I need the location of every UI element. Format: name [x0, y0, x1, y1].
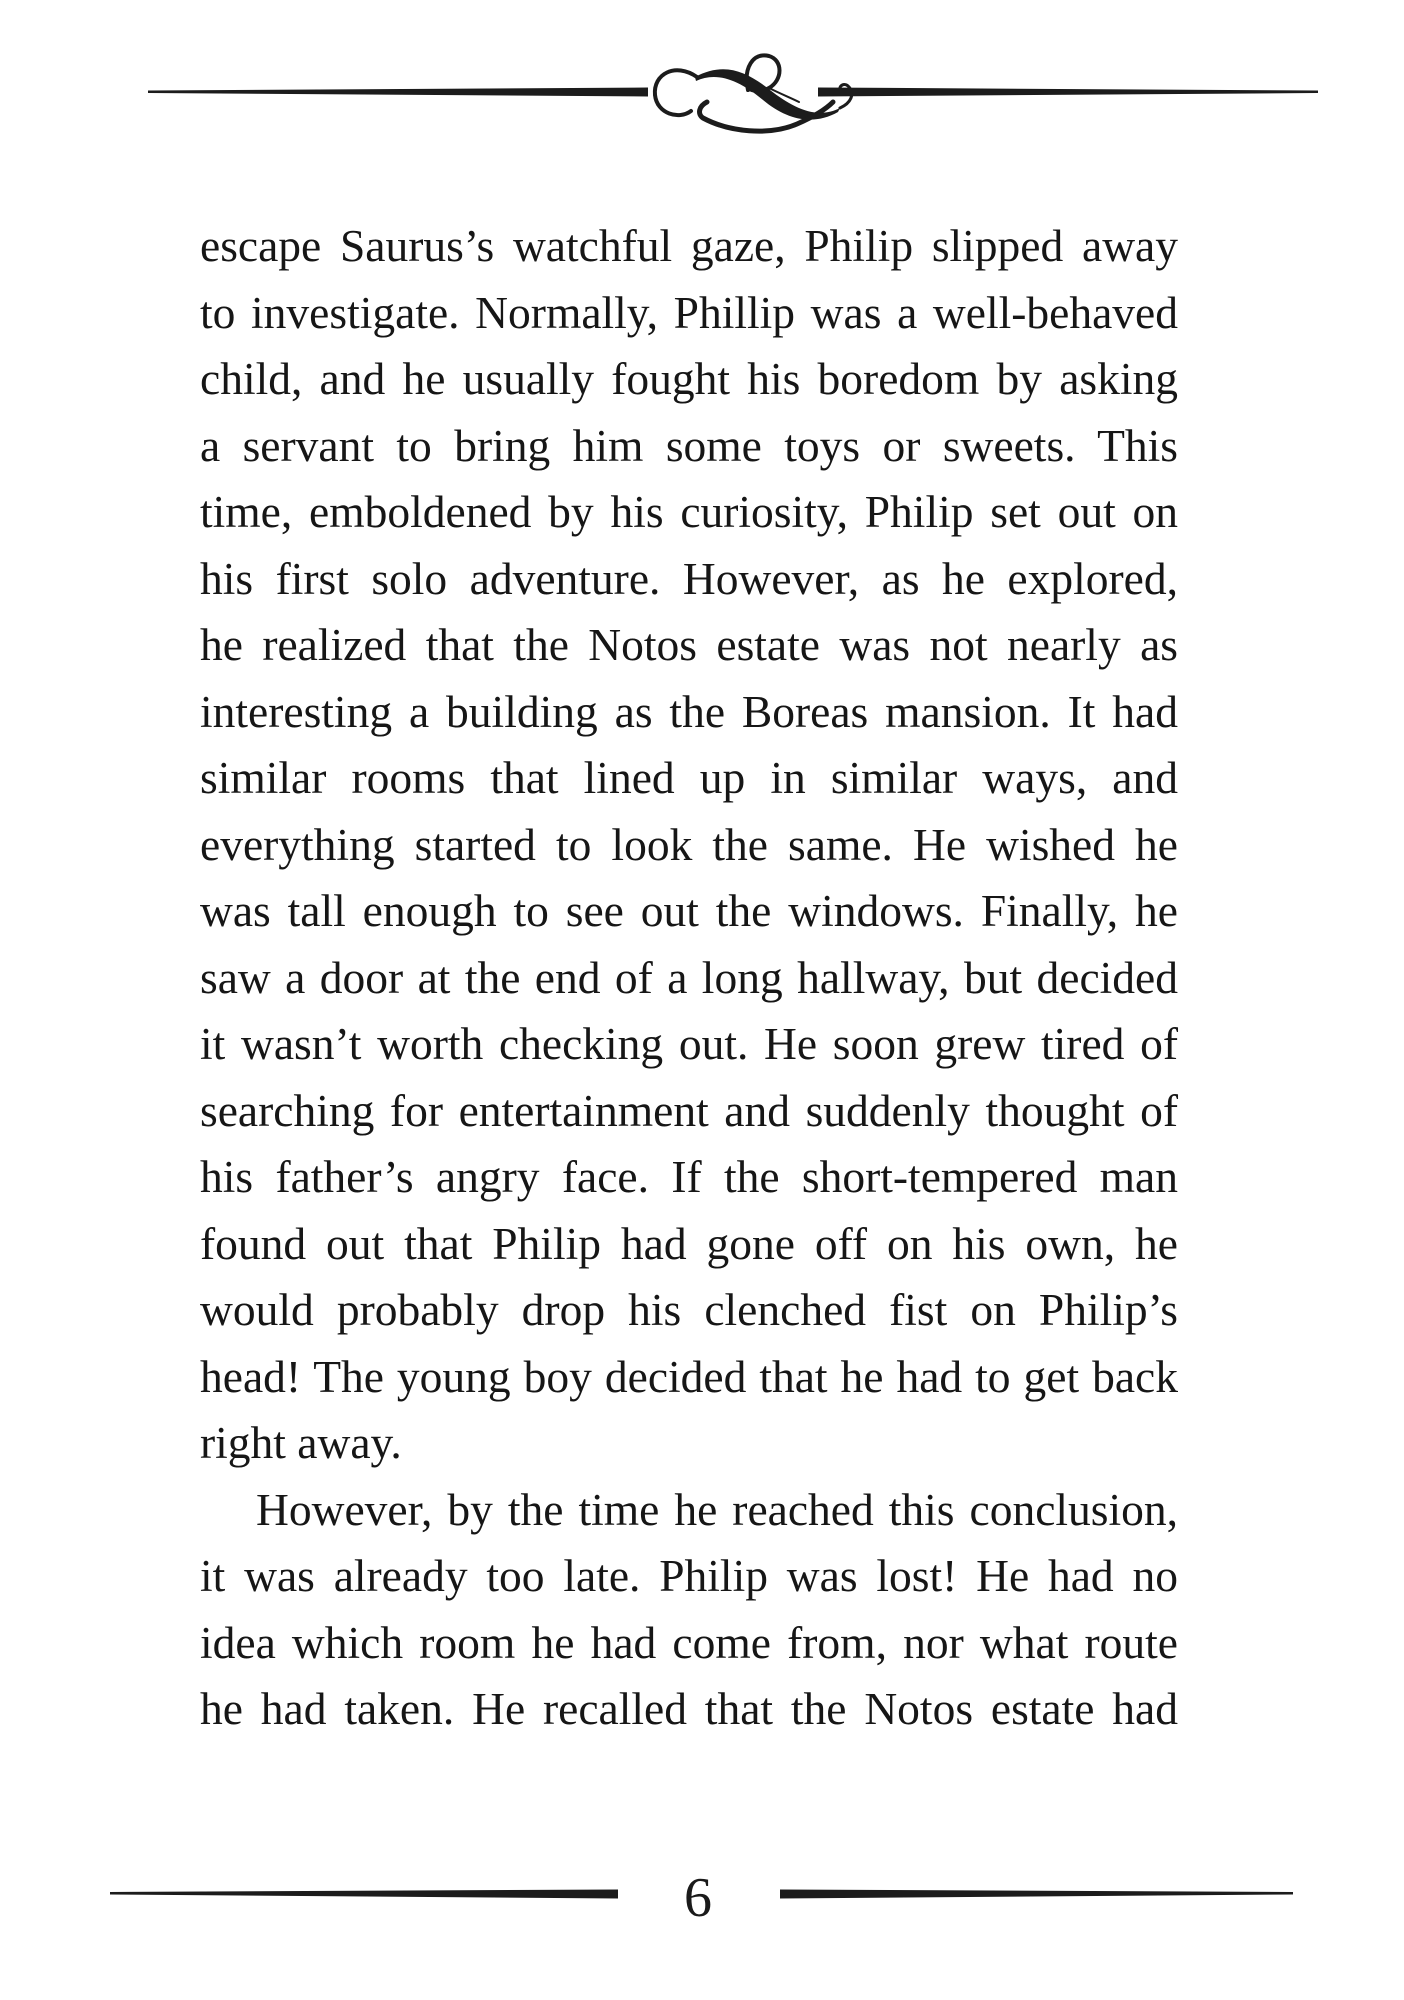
- divider-rule-left: [148, 88, 648, 97]
- text-line: time, emboldened by his curiosity, Philip set out on: [200, 486, 1178, 537]
- page-number: 6: [684, 1867, 712, 1929]
- text-line: idea which room he had come from, nor what route: [200, 1616, 1178, 1668]
- text-line: would probably drop his clenched fist on Philip’s: [200, 1284, 1178, 1335]
- text-line: was tall enough to see out the windows. Finally, he: [200, 885, 1178, 936]
- text-line: escape Saurus’s watchful gaze, Philip slipped away: [200, 220, 1178, 271]
- text-line: his first solo adventure. However, as he explored,: [200, 552, 1178, 604]
- text-line: he realized that the Notos estate was not nearly as: [200, 619, 1178, 670]
- text-line: right away.: [200, 1417, 402, 1468]
- footer-rule-left: [110, 1890, 618, 1899]
- page-text: [200, 213, 1178, 1743]
- text-line: he had taken. He recalled that the Notos estate had: [200, 1683, 1178, 1734]
- text-line: similar rooms that lined up in similar ways, and: [200, 752, 1178, 803]
- text-line: head! The young boy decided that he had to get back: [200, 1350, 1178, 1402]
- text-line: it was already too late. Philip was lost! He had no: [200, 1550, 1178, 1601]
- text-line: interesting a building as the Boreas mansion. It had: [200, 685, 1178, 737]
- text-line: However, by the time he reached this conclusion,: [256, 1483, 1178, 1535]
- text-line: searching for entertainment and suddenly thought of: [200, 1084, 1178, 1136]
- text-line: everything started to look the same. He wished he: [200, 818, 1178, 870]
- divider-rule-right: [818, 88, 1318, 97]
- footer-rule-right: [780, 1890, 1293, 1899]
- text-line: it wasn’t worth checking out. He soon grew tired of: [200, 1018, 1178, 1069]
- text-line: to investigate. Normally, Phillip was a well-behaved: [200, 286, 1178, 338]
- text-line: his father’s angry face. If the short-tempered man: [200, 1151, 1178, 1202]
- text-line: found out that Philip had gone off on his own, he: [200, 1217, 1178, 1269]
- text-line: saw a door at the end of a long hallway, but decided: [200, 951, 1178, 1003]
- text-line: a servant to bring him some toys or sweets. This: [200, 419, 1178, 471]
- text-line: child, and he usually fought his boredom by asking: [200, 353, 1178, 404]
- flourish-divider-icon: [0, 0, 1404, 160]
- top-divider: [0, 0, 1404, 160]
